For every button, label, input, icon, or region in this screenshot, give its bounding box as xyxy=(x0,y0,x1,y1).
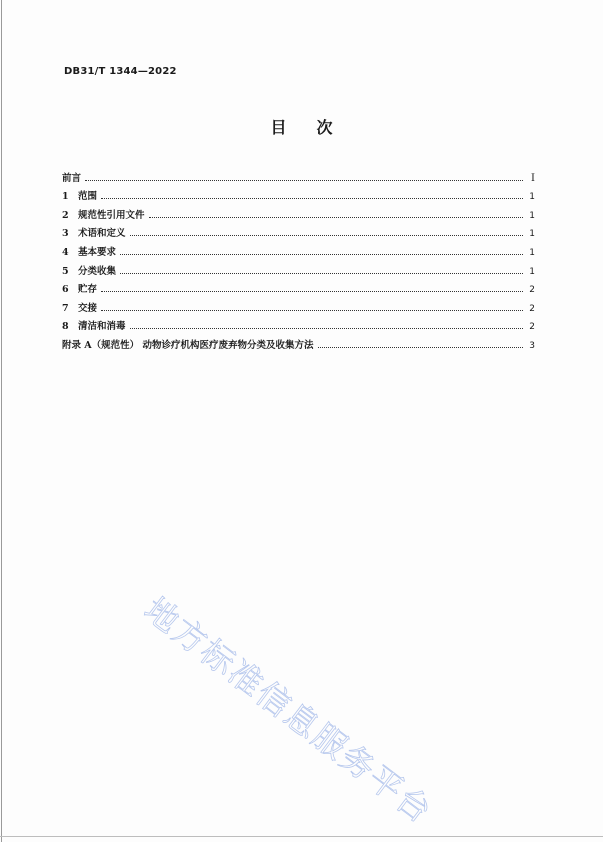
toc-entry-1[interactable] xyxy=(62,184,535,203)
toc-page-number: 1 xyxy=(529,192,535,203)
toc-page-number: I xyxy=(531,172,535,184)
toc-entry-4[interactable] xyxy=(62,239,535,258)
toc-entry-number: 8 xyxy=(62,321,69,333)
toc-leader-dots xyxy=(101,290,523,292)
toc-leader-dots xyxy=(120,272,523,274)
toc-entry-label: 前言 xyxy=(62,172,82,184)
toc-page-number: 1 xyxy=(529,247,535,258)
toc-entry-label: 清洁和消毒 xyxy=(78,321,126,333)
watermark: 地方标准信息服务平台 xyxy=(137,589,441,832)
toc-leader-dots xyxy=(318,346,524,348)
toc-entry-5[interactable] xyxy=(62,258,535,277)
toc-entry-number: 1 xyxy=(62,191,69,203)
toc-page-number: 2 xyxy=(529,322,535,333)
document-code: DB31/T 1344—2022 xyxy=(64,66,177,77)
toc-entry-3[interactable] xyxy=(62,221,535,240)
toc-entry-annex-a[interactable] xyxy=(62,332,535,351)
toc-leader-dots xyxy=(120,253,523,255)
toc-leader-dots xyxy=(130,234,523,236)
toc-entry-8[interactable] xyxy=(62,314,535,333)
toc-entry-label: 贮存 xyxy=(78,284,98,296)
toc-entry-number: 6 xyxy=(62,284,69,296)
table-of-contents xyxy=(62,165,535,351)
toc-entry-number: 7 xyxy=(62,302,69,314)
toc-leader-dots xyxy=(101,309,523,311)
page-bottom-edge xyxy=(0,836,603,837)
toc-page-number: 2 xyxy=(529,303,535,314)
toc-page-number: 2 xyxy=(529,285,535,296)
toc-page-number: 3 xyxy=(529,340,535,351)
toc-entry-label: 基本要求 xyxy=(78,246,117,258)
toc-leader-dots xyxy=(130,327,523,329)
toc-page-number: 1 xyxy=(529,229,535,240)
toc-entry-number: 5 xyxy=(62,265,69,277)
toc-leader-dots xyxy=(85,179,523,181)
toc-page-number: 1 xyxy=(529,266,535,277)
toc-entry-label: 分类收集 xyxy=(78,265,117,277)
toc-entry-7[interactable] xyxy=(62,295,535,314)
toc-entry-number: 3 xyxy=(62,228,69,240)
toc-entry-label: 交接 xyxy=(78,302,98,314)
toc-leader-dots xyxy=(101,197,523,199)
toc-title xyxy=(0,115,603,138)
toc-entry-number: 4 xyxy=(62,246,69,258)
toc-entry-2[interactable] xyxy=(62,202,535,221)
toc-entry-foreword[interactable] xyxy=(62,165,535,184)
toc-entry-label: 附录 A（规范性） 动物诊疗机构医疗废弃物分类及收集方法 xyxy=(62,339,314,351)
toc-entry-label: 术语和定义 xyxy=(78,228,126,240)
toc-entry-label: 规范性引用文件 xyxy=(78,209,145,221)
toc-entry-6[interactable] xyxy=(62,277,535,296)
toc-entry-label: 范围 xyxy=(78,191,98,203)
toc-page-number: 1 xyxy=(529,210,535,221)
toc-title-right: 次 xyxy=(316,118,333,137)
toc-title-left: 目 xyxy=(270,118,287,137)
toc-entry-number: 2 xyxy=(62,209,69,221)
toc-leader-dots xyxy=(149,216,523,218)
